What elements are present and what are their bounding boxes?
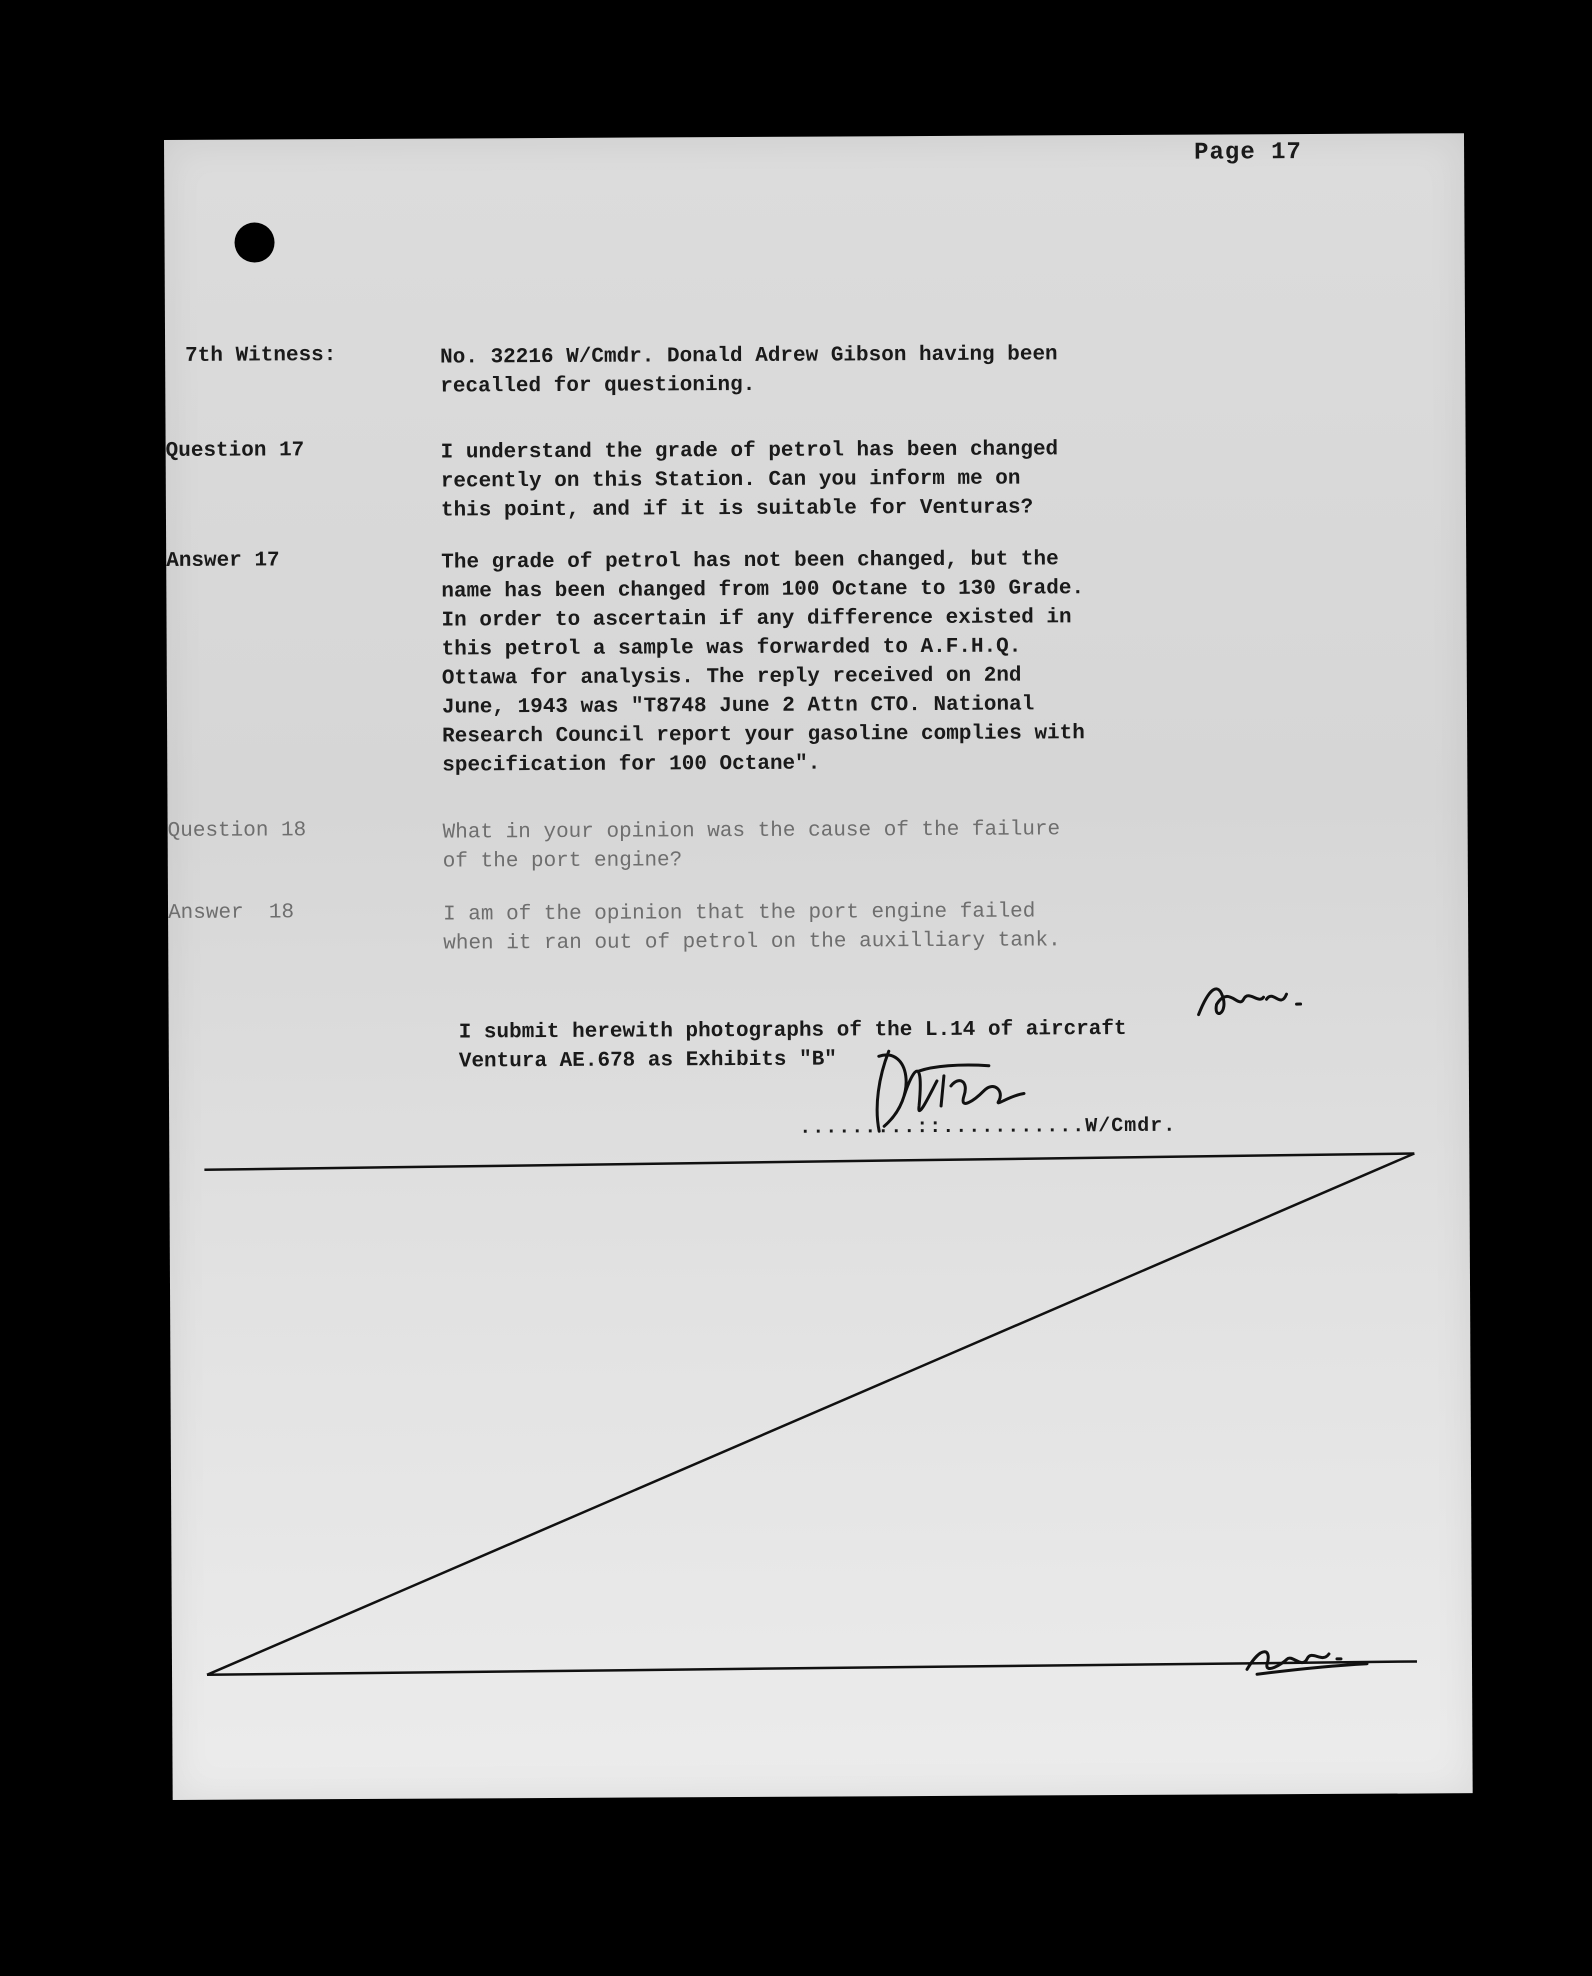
question-17-entry bbox=[165, 433, 1466, 523]
page-number: Page 17 bbox=[1194, 139, 1302, 167]
cancel-top-line bbox=[204, 1153, 1414, 1169]
entry-label: Question 17 bbox=[165, 439, 305, 463]
submission-statement: I submit herewith photographs of the L.14 of aircraft Ventura AE.678 as Exhibits "B" bbox=[458, 1017, 1127, 1074]
entry-text: What in your opinion was the cause of the failure of the port engine? bbox=[442, 818, 1061, 874]
entry-label: 7th Witness: bbox=[185, 344, 337, 368]
handwritten-initials bbox=[1188, 969, 1328, 1030]
cancel-bottom-line bbox=[207, 1661, 1417, 1674]
document-page bbox=[164, 133, 1473, 1800]
witness-entry bbox=[165, 338, 1465, 399]
bottom-initials bbox=[1237, 1624, 1377, 1685]
punch-hole bbox=[234, 222, 274, 262]
answer-18-entry bbox=[167, 895, 1468, 956]
entry-label: Question 18 bbox=[167, 819, 307, 843]
entry-text: I am of the opinion that the port engine failed when it ran out of petrol on the auxilliary tank. bbox=[443, 900, 1061, 956]
answer-17-entry bbox=[166, 543, 1466, 778]
question-18-entry bbox=[167, 813, 1468, 874]
entry-text: The grade of petrol has not been changed, but the name has been changed from 100 Octane to 130 Grade. In order to ascertain if any difference existed in this petrol a sample was forwarded to A.F.H.Q. Ottawa for analysis. The reply received on 2nd June, 1943 was "T8748 June 2 Attn CTO. National Research Council report your gasoline complies with specification for 100 Octane". bbox=[441, 548, 1085, 778]
cancellation-mark bbox=[169, 1123, 1472, 1690]
entry-text: I understand the grade of petrol has been changed recently on this Station. Can you inform me on this point, and if it is suitable for Venturas? bbox=[440, 438, 1059, 523]
signature-line: .........::...........W/Cmdr. bbox=[799, 1114, 1177, 1140]
entry-label: Answer 17 bbox=[166, 549, 280, 573]
cancel-diagonal-line bbox=[204, 1153, 1417, 1674]
entry-text: No. 32216 W/Cmdr. Donald Adrew Gibson having been recalled for questioning. bbox=[440, 343, 1058, 399]
entry-label: Answer 18 bbox=[167, 901, 295, 925]
